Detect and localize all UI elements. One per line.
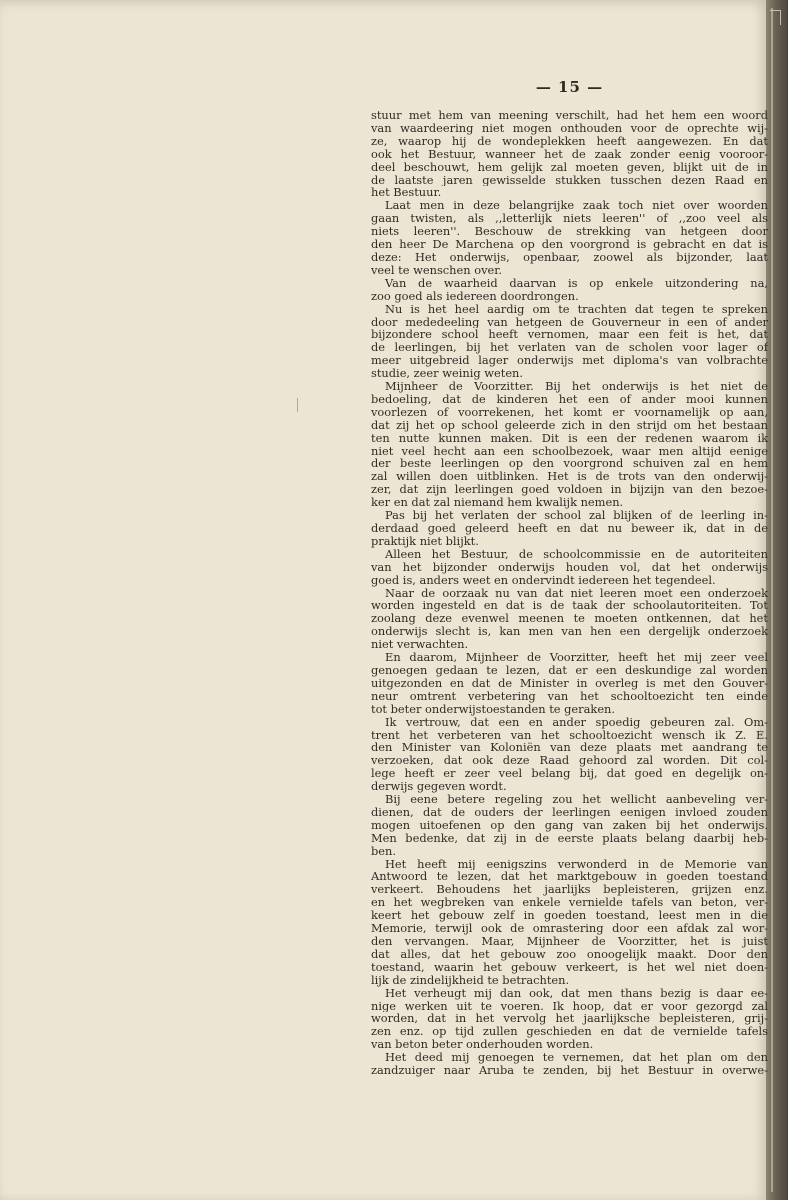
- text-line: Ik vertrouw, dat een en ander spoedig gebeuren zal. Om-: [385, 715, 768, 729]
- text-line: En daarom, Mijnheer de Voorzitter, heeft het mij zeer veel: [385, 651, 768, 664]
- text-line: niet veel hecht aan een schoolbezoek, waar men altijd eenige: [371, 444, 768, 458]
- paragraph: [371, 716, 768, 793]
- text-line: van het bijzonder onderwijs houden vol, dat het onderwijs: [371, 560, 768, 574]
- text-line: dat alles, dat het gebouw zoo onoogelijk maakt. Door den: [371, 947, 768, 961]
- text-line: het Bestuur.: [371, 186, 442, 200]
- text-line: van waardeering niet mogen onthouden voor de oprechte wij-: [371, 121, 768, 135]
- text-line: en het wegbreken van enkele vernielde tafels van beton, ver-: [371, 896, 768, 910]
- page-number-wrap: [371, 77, 768, 96]
- margin-pencil-mark: [297, 398, 298, 412]
- text-line: Bij eene betere regeling zou het wellicht aanbeveling ver-: [385, 793, 768, 806]
- text-line: Het heeft mij eenigszins verwonderd in de Memorie van: [385, 857, 768, 871]
- paragraph: [371, 587, 768, 652]
- body-text: [371, 109, 768, 1077]
- text-line: verzoeken, dat ook deze Raad gehoord zal worden. Dit col-: [371, 754, 768, 768]
- paragraph: [371, 509, 768, 548]
- text-line: trent het verbeteren van het schooltoezicht wensch ik Z. E.: [371, 728, 768, 742]
- text-line: mogen uitoefenen op den gang van zaken bij het onderwijs.: [371, 818, 768, 832]
- text-line: goed is, anders weet en ondervindt iedereen het tegendeel.: [371, 573, 716, 587]
- paragraph: [371, 303, 768, 380]
- text-line: door mededeeling van hetgeen de Gouverneur in een of ander: [371, 315, 768, 329]
- text-line: zoo goed als iedereen doordrongen.: [371, 289, 579, 303]
- paragraph: [371, 199, 768, 276]
- text-line: der beste leerlingen op den voorgrond schuiven zal en hem: [371, 457, 768, 471]
- text-line: lege heeft er zeer veel belang bij, dat goed en degelijk on-: [371, 767, 768, 781]
- text-line: lijk de zindelijkheid te betrachten.: [371, 973, 570, 987]
- text-line: toestand, waarin het gebouw verkeert, is het wel niet doen-: [371, 960, 768, 974]
- text-line: worden, dat in het vervolg het jaarlijksche bepleisteren, grij-: [371, 1012, 768, 1026]
- text-line: zoolang deze evenwel meenen te moeten ontkennen, dat het: [371, 612, 768, 626]
- paragraph: [371, 380, 768, 509]
- text-line: den Minister van Koloniën van deze plaats met aandrang te: [371, 741, 768, 755]
- text-line: Memorie, terwijl ook de omrastering door een afdak zal wor-: [371, 922, 768, 935]
- text-line: zen enz. op tijd zullen geschieden en dat de vernielde tafels: [371, 1025, 768, 1039]
- text-line: niet verwachten.: [371, 638, 469, 652]
- text-line: van beton beter onderhouden worden.: [371, 1038, 594, 1052]
- text-line: dienen, dat de ouders der leerlingen eenigen invloed zouden: [371, 805, 768, 819]
- paragraph: [371, 277, 768, 303]
- text-line: verkeert. Behoudens het jaarlijks bepleisteren, grijzen enz.: [371, 883, 768, 897]
- text-line: ben.: [371, 844, 396, 858]
- text-line: deze: Het onderwijs, openbaar, zoowel als bijzonder, laat: [371, 250, 768, 264]
- text-line: bedoeling, dat de kinderen het een of ander mooi kunnen: [371, 392, 768, 406]
- text-line: worden ingesteld en dat is de taak der schoolautoriteiten. Tot: [371, 599, 768, 613]
- text-line: Alleen het Bestuur, de schoolcommissie en de autoriteiten: [385, 547, 768, 561]
- paragraph: [371, 548, 768, 587]
- text-line: praktijk niet blijkt.: [371, 534, 479, 548]
- text-line: gaan twisten, als ,,letterlijk niets leeren'' of ,,zoo veel als: [371, 212, 768, 226]
- text-line: ten nutte kunnen maken. Dit is een der redenen waarom ik: [371, 431, 768, 445]
- text-line: tot beter onderwijstoestanden te geraken.: [371, 702, 616, 716]
- text-line: derwijs gegeven wordt.: [371, 780, 507, 794]
- text-line: Het deed mij genoegen te vernemen, dat het plan om den: [385, 1051, 768, 1065]
- book-binding-edge: [766, 0, 788, 1200]
- paragraph: [371, 109, 768, 199]
- text-line: bijzondere school heeft vernomen, maar een feit is het, dat: [371, 328, 768, 342]
- text-line: Antwoord te lezen, dat het marktgebouw in goeden toestand: [371, 870, 768, 884]
- text-line: ook het Bestuur, wanneer het de zaak zonder eenig vooroor-: [371, 147, 768, 161]
- text-line: deel beschouwt, hem gelijk zal moeten geven, blijkt uit de in: [371, 160, 768, 174]
- text-line: niets leeren''. Beschouw de strekking van hetgeen door: [371, 225, 768, 239]
- text-line: zer, dat zijn leerlingen goed voldoen in bijzijn van den bezoe-: [371, 483, 768, 497]
- text-line: den vervangen. Maar, Mijnheer de Voorzitter, het is juist: [371, 935, 768, 948]
- text-line: Mijnheer de Voorzitter. Bij het onderwijs is het niet de: [385, 380, 768, 393]
- text-line: nige werken uit te voeren. Ik hoop, dat er voor gezorgd zal: [371, 999, 768, 1013]
- text-line: Naar de oorzaak nu van dat niet leeren moet een onderzoek: [385, 586, 768, 600]
- text-line: meer uitgebreid lager onderwijs met diploma's van volbrachte: [371, 354, 768, 368]
- text-line: zandzuiger naar Aruba te zenden, bij het Bestuur in overwe-: [371, 1064, 768, 1077]
- text-line: Van de waarheid daarvan is op enkele uitzondering na,: [385, 276, 768, 290]
- paragraph: [371, 858, 768, 987]
- binding-corner-mark: [770, 10, 781, 25]
- text-line: genoegen gedaan te lezen, dat er een deskundige zal worden: [371, 663, 768, 677]
- text-line: studie, zeer weinig weten.: [371, 367, 524, 381]
- text-line: neur omtrent verbetering van het schooltoezicht ten einde: [371, 689, 768, 703]
- text-line: derdaad goed geleerd heeft en dat nu beweer ik, dat in de: [371, 522, 768, 535]
- text-line: Nu is het heel aardig om te trachten dat tegen te spreken: [385, 302, 768, 316]
- text-line: stuur met hem van meening verschilt, had het hem een woord: [371, 109, 768, 122]
- text-line: de laatste jaren gewisselde stukken tusschen dezen Raad en: [371, 173, 768, 187]
- paragraph: [371, 651, 768, 716]
- text-line: ker en dat zal niemand hem kwalijk nemen.: [371, 496, 624, 510]
- paragraph: [371, 987, 768, 1052]
- text-line: Het verheugt mij dan ook, dat men thans bezig is daar ee-: [385, 986, 768, 1000]
- text-line: de leerlingen, bij het verlaten van de scholen voor lager of: [371, 341, 768, 355]
- text-line: dat zij het op school geleerde zich in den strijd om het bestaan: [371, 418, 768, 432]
- text-line: veel te wenschen over.: [371, 263, 503, 277]
- page-number: — 15 —: [535, 78, 604, 96]
- text-line: uitgezonden en dat de Minister in overleg is met den Gouver-: [371, 676, 768, 690]
- text-line: voorlezen of voorrekenen, het komt er voornamelijk op aan,: [371, 405, 768, 419]
- text-line: Men bedenke, dat zij in de eerste plaats belang daarbij heb-: [371, 831, 768, 845]
- text-line: keert het gebouw zelf in goeden toestand, leest men in die: [371, 909, 768, 923]
- paragraph: [371, 793, 768, 858]
- text-line: onderwijs slecht is, kan men van hen een dergelijk onderzoek: [371, 625, 768, 639]
- binding-crease: [771, 8, 773, 1192]
- text-line: Laat men in deze belangrijke zaak toch niet over woorden: [385, 199, 768, 213]
- text-line: ze, waarop hij de wondeplekken heeft aangewezen. En dat: [371, 134, 768, 148]
- text-line: Pas bij het verlaten der school zal blijken of de leerling in-: [385, 509, 768, 522]
- text-line: zal willen doen uitblinken. Het is de trots van den onderwij-: [371, 470, 768, 484]
- paragraph: [371, 1051, 768, 1077]
- text-line: den heer De Marchena op den voorgrond is gebracht en dat is: [371, 238, 768, 251]
